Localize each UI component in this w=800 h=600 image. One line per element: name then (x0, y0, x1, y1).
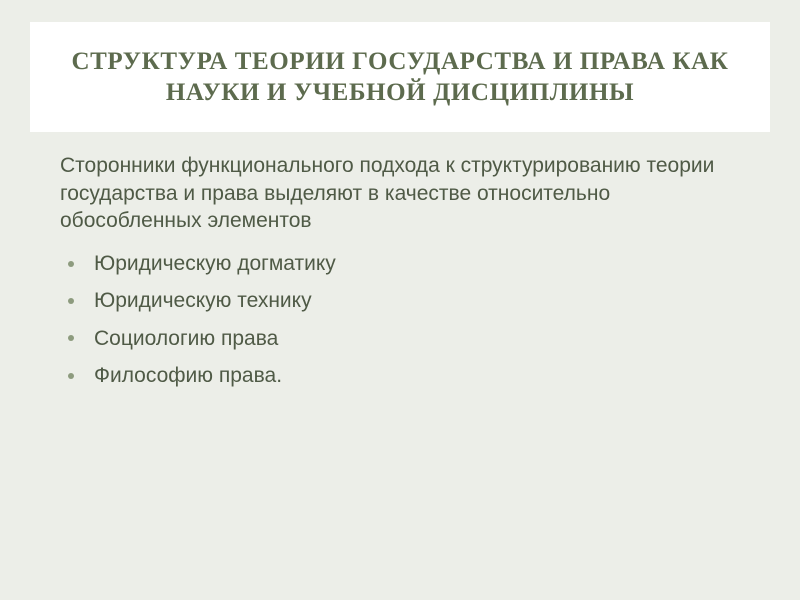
list-item-label: Юридическую догматику (94, 252, 336, 276)
lead-paragraph: Сторонники функционального подхода к структурированию теории государства и права выделяют в качестве относительно обособленных элементов (60, 154, 715, 233)
list-item-label: Социологию права (94, 326, 279, 350)
list-item-label: Философию права. (94, 364, 283, 388)
page-title: СТРУКТУРА ТЕОРИИ ГОСУДАРСТВА И ПРАВА КАК НАУКИ И УЧЕБНОЙ ДИСЦИПЛИНЫ (71, 47, 729, 106)
bullet-dot-icon (68, 335, 74, 341)
slide-body (60, 152, 760, 394)
bullet-dot-icon (68, 298, 74, 304)
list-item (60, 320, 760, 357)
slide-title-band (30, 22, 770, 132)
list-item (60, 357, 760, 394)
list-item-label: Юридическую технику (94, 289, 312, 313)
bullet-dot-icon (68, 261, 74, 267)
bullet-list (60, 245, 760, 394)
bullet-dot-icon (68, 373, 74, 379)
list-item (60, 282, 760, 319)
list-item (60, 245, 760, 282)
